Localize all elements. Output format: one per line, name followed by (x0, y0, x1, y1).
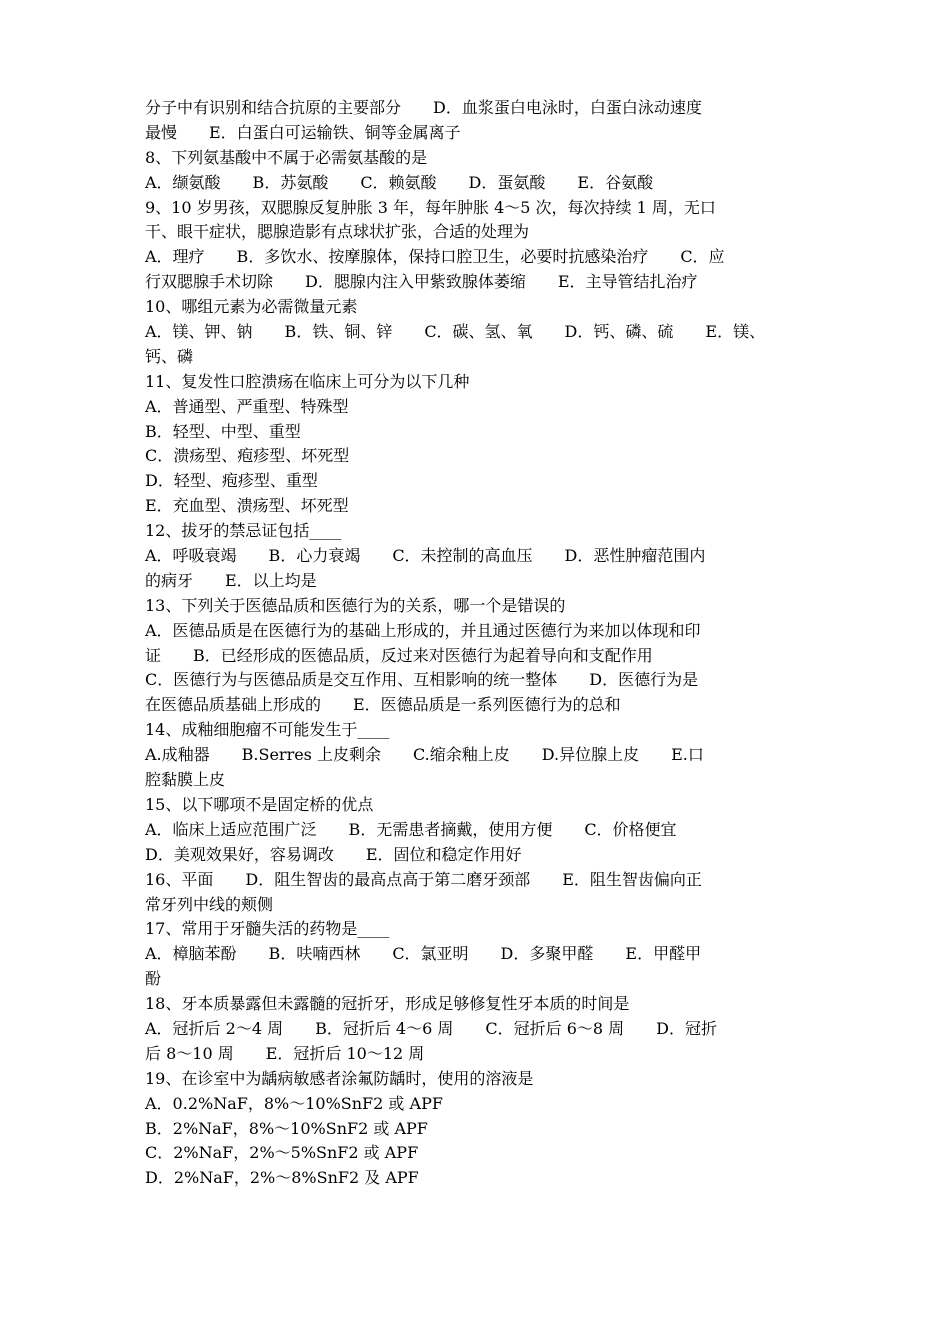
question-17-stem: 17、常用于牙髓失活的药物是____ (145, 919, 390, 939)
question-11-option-b: B．轻型、中型、重型 (145, 421, 301, 441)
question-15-options: D．美观效果好，容易调改 E．固位和稳定作用好 (145, 844, 522, 864)
question-11-option-d: D．轻型、疱疹型、重型 (145, 471, 318, 491)
question-9-stem: 9、10 岁男孩，双腮腺反复肿胀 3 年，每年肿胀 4～5 次，每次持续 1 周，无口 (145, 197, 716, 217)
question-19-option-d: D．2%NaF，2%～8%SnF2 及 APF (145, 1168, 419, 1188)
question-18-stem: 18、牙本质暴露但未露髓的冠折牙，形成足够修复性牙本质的时间是 (145, 994, 630, 1014)
question-11-stem: 11、复发性口腔溃疡在临床上可分为以下几种 (145, 371, 470, 391)
question-13-options: A．医德品质是在医德行为的基础上形成的，并且通过医德行为来加以体现和印 (145, 620, 701, 640)
question-12-options: A．呼吸衰竭 B．心力衰竭 C．未控制的高血压 D．恶性肿瘤范围内 (145, 546, 706, 566)
question-9-stem: 干、眼干症状，腮腺造影有点球状扩张，合适的处理为 (145, 222, 530, 242)
question-11-option-a: A．普通型、严重型、特殊型 (145, 396, 349, 416)
question-18-options: A．冠折后 2～4 周 B．冠折后 4～6 周 C．冠折后 6～8 周 D．冠折 (145, 1018, 717, 1038)
question-16-stem: 16、平面 D．阻生智齿的最高点高于第二磨牙颈部 E．阻生智齿偏向正 (145, 869, 702, 889)
question-19-stem: 19、在诊室中为龋病敏感者涂氟防龋时，使用的溶液是 (145, 1068, 534, 1088)
question-15-stem: 15、以下哪项不是固定桥的优点 (145, 794, 374, 814)
question-14-options: 腔黏膜上皮 (145, 770, 226, 790)
question-14-options: A.成釉器 B.Serres 上皮剩余 C.缩余釉上皮 D.异位腺上皮 E.口 (145, 745, 704, 765)
question-15-options: A．临床上适应范围广泛 B．无需患者摘戴，使用方便 C．价格便宜 (145, 819, 677, 839)
question-11-option-c: C．溃疡型、疱疹型、坏死型 (145, 446, 350, 466)
question-19-option-b: B．2%NaF，8%～10%SnF2 或 APF (145, 1118, 428, 1138)
question-13-stem: 13、下列关于医德品质和医德行为的关系，哪一个是错误的 (145, 595, 566, 615)
question-8-stem: 8、下列氨基酸中不属于必需氨基酸的是 (145, 147, 428, 167)
question-12-stem: 12、拔牙的禁忌证包括____ (145, 521, 342, 541)
question-19-option-c: C．2%NaF，2%～5%SnF2 或 APF (145, 1143, 419, 1163)
question-16-options: 常牙列中线的颊侧 (145, 894, 274, 914)
question-14-stem: 14、成釉细胞瘤不可能发生于____ (145, 720, 390, 740)
question-19-option-a: A．0.2%NaF，8%～10%SnF2 或 APF (145, 1093, 443, 1113)
question-9-options: A．理疗 B．多饮水、按摩腺体，保持口腔卫生，必要时抗感染治疗 C．应 (145, 247, 725, 267)
question-17-options: A．樟脑苯酚 B．呋喃西林 C．氯亚明 D．多聚甲醛 E．甲醛甲 (145, 944, 702, 964)
question-18-options: 后 8～10 周 E．冠折后 10～12 周 (145, 1043, 425, 1063)
question-8-options: A．缬氨酸 B．苏氨酸 C．赖氨酸 D．蛋氨酸 E．谷氨酸 (145, 172, 654, 192)
question-12-options: 的病牙 E．以上均是 (145, 570, 317, 590)
question-13-options: 在医德品质基础上形成的 E．医德品质是一系列医德行为的总和 (145, 695, 621, 715)
question-9-options: 行双腮腺手术切除 D．腮腺内注入甲紫致腺体萎缩 E．主导管结扎治疗 (145, 272, 698, 292)
question-13-options: 证 B．已经形成的医德品质，反过来对医德行为起着导向和支配作用 (145, 645, 653, 665)
text-line: 分子中有识别和结合抗原的主要部分 D．血浆蛋白电泳时，白蛋白泳动速度 (145, 98, 702, 117)
question-10-options: 钙、磷 (145, 346, 194, 366)
text-line: 最慢 E．白蛋白可运输铁、铜等金属离子 (145, 122, 461, 142)
question-11-option-e: E．充血型、溃疡型、坏死型 (145, 496, 349, 516)
question-10-stem: 10、哪组元素为必需微量元素 (145, 297, 358, 317)
question-13-options: C．医德行为与医德品质是交互作用、互相影响的统一整体 D．医德行为是 (145, 670, 699, 690)
question-17-options: 酚 (145, 969, 162, 989)
document-body (145, 96, 810, 1191)
question-10-options: A．镁、钾、钠 B．铁、铜、锌 C．碳、氢、氧 D．钙、磷、硫 E．镁、 (145, 322, 766, 342)
